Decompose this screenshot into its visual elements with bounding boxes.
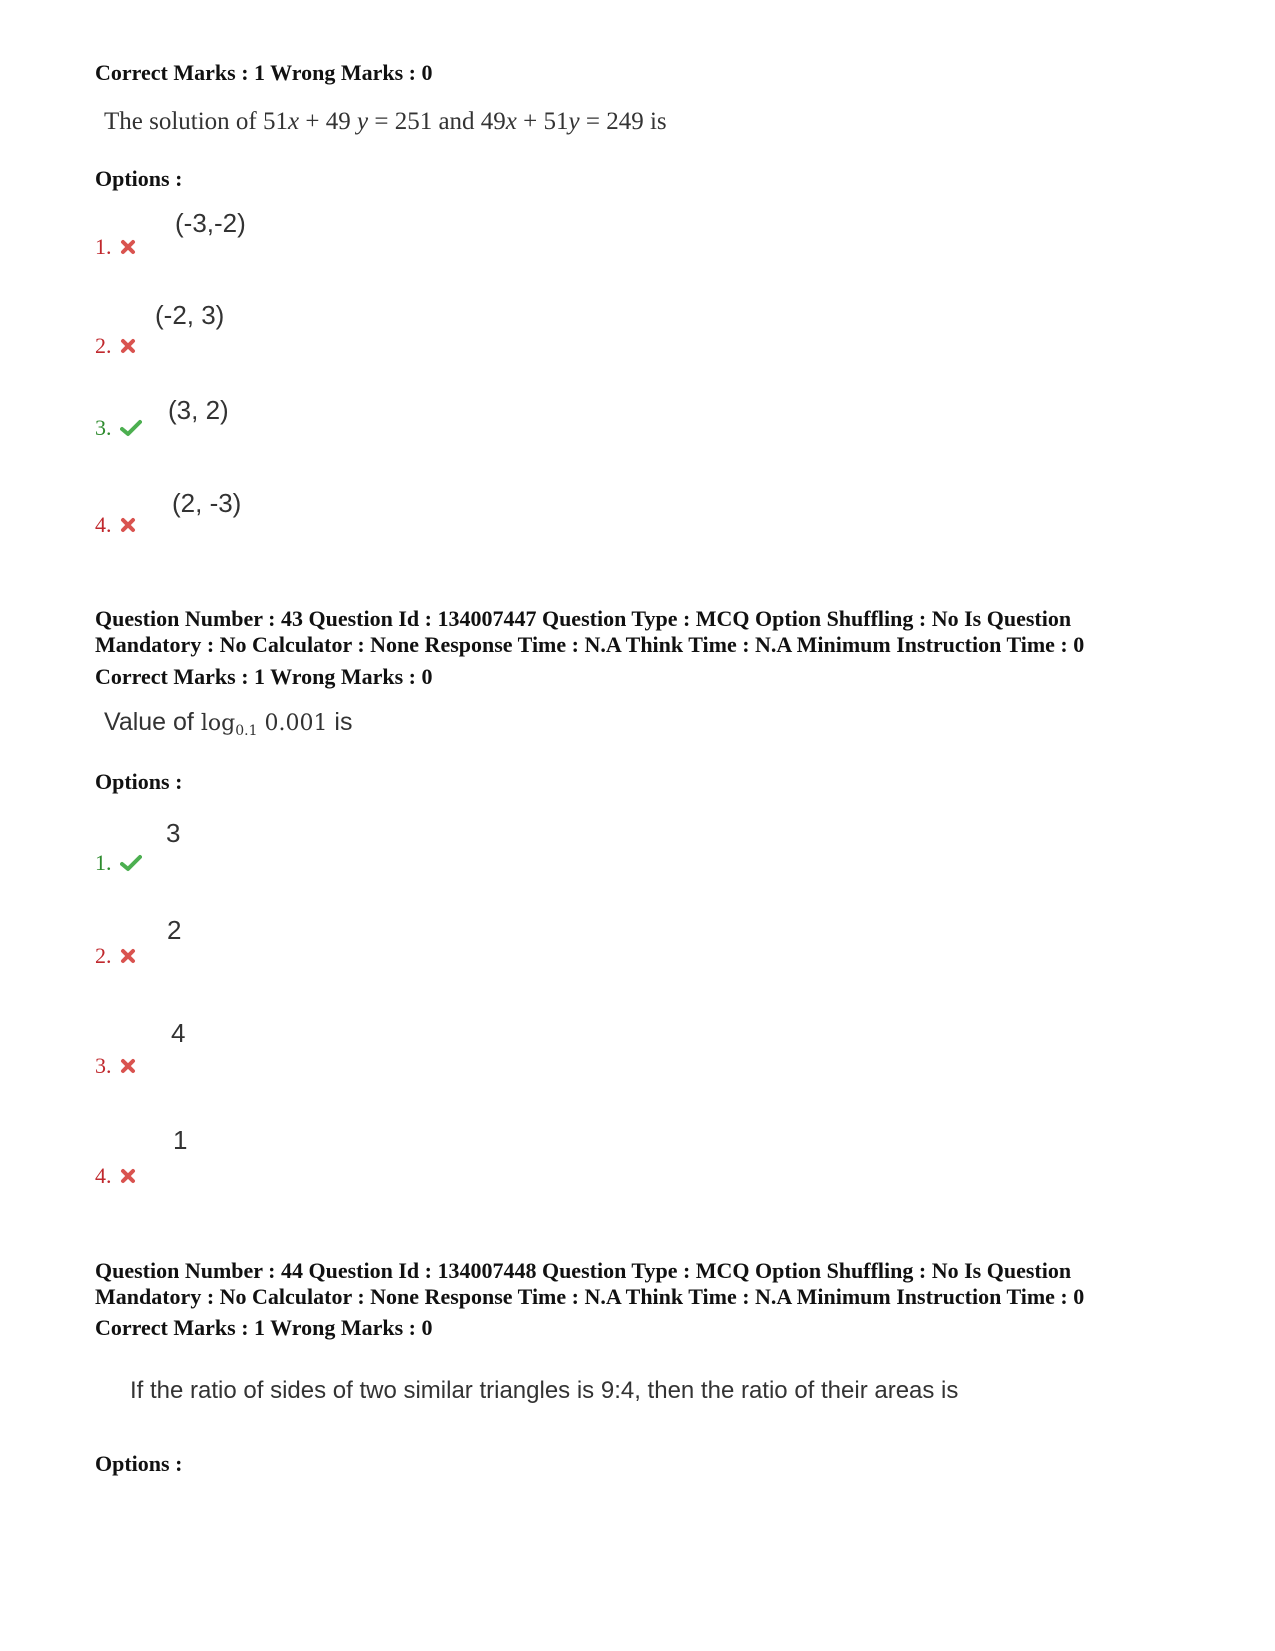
log-argument: 0.001 [264, 711, 328, 736]
log-fn: log [200, 711, 236, 736]
option-index: 2. [95, 943, 112, 968]
option-number [95, 1163, 136, 1189]
stem-part: = 249 is [579, 108, 667, 135]
cross-icon [120, 517, 136, 533]
log-base: 0.1 [235, 723, 258, 739]
option-text: (-3,-2) [175, 208, 246, 238]
question-header-line: Mandatory : No Calculator : None Response Time : N.A Think Time : N.A Minimum Instruction Time : 0 [95, 1284, 1085, 1309]
stem-prefix: Value of [104, 708, 194, 736]
option-number [95, 850, 142, 876]
log-expression [200, 711, 328, 739]
option-index: 2. [95, 333, 112, 358]
option-text: 4 [171, 1018, 186, 1048]
option-number [95, 234, 136, 260]
option-number [95, 943, 136, 969]
cross-icon [120, 948, 136, 964]
option-text: (-2, 3) [155, 300, 225, 330]
stem-suffix: is [334, 708, 353, 736]
option-number [95, 415, 142, 441]
check-icon [120, 854, 142, 872]
question-marks: Correct Marks : 1 Wrong Marks : 0 [95, 1315, 433, 1340]
option-number [95, 333, 136, 359]
stem-part: + 51 [516, 108, 569, 135]
question-stem: If the ratio of sides of two similar triangles is 9:4, then the ratio of their areas is [130, 1377, 959, 1404]
cross-icon [120, 239, 136, 255]
option-index: 4. [95, 512, 112, 537]
stem-part: = 251 and 49 [368, 108, 506, 135]
check-icon [120, 419, 142, 437]
option-index: 1. [95, 850, 112, 875]
options-label: Options : [95, 1451, 183, 1476]
option-index: 3. [95, 415, 112, 440]
option-index: 3. [95, 1053, 112, 1078]
stem-part: The solution of 51 [104, 108, 289, 135]
cross-icon [120, 1168, 136, 1184]
options-label: Options : [95, 166, 183, 191]
option-text: 2 [167, 915, 182, 945]
cross-icon [120, 338, 136, 354]
cross-icon [120, 1058, 136, 1074]
options-label: Options : [95, 769, 183, 794]
option-text: 1 [173, 1125, 188, 1155]
var-y: y [568, 108, 580, 135]
var-x: x [288, 108, 300, 135]
option-text: 3 [166, 818, 181, 848]
option-number [95, 512, 136, 538]
question-header-line: Mandatory : No Calculator : None Response Time : N.A Think Time : N.A Minimum Instruction Time : 0 [95, 632, 1085, 657]
option-index: 1. [95, 234, 112, 259]
prev-question-stem [104, 108, 667, 136]
question-stem [104, 708, 352, 739]
stem-part: + 49 [299, 108, 357, 135]
prev-marks: Correct Marks : 1 Wrong Marks : 0 [95, 60, 433, 85]
option-text: (3, 2) [168, 395, 229, 425]
question-header-line: Question Number : 43 Question Id : 134007447 Question Type : MCQ Option Shuffling : No Is Question [95, 606, 1072, 631]
var-x: x [505, 108, 517, 135]
option-index: 4. [95, 1163, 112, 1188]
question-header-line: Question Number : 44 Question Id : 134007448 Question Type : MCQ Option Shuffling : No Is Question [95, 1258, 1072, 1283]
question-marks: Correct Marks : 1 Wrong Marks : 0 [95, 664, 433, 689]
option-text: (2, -3) [172, 488, 242, 518]
var-y: y [356, 108, 369, 135]
option-number [95, 1053, 136, 1079]
